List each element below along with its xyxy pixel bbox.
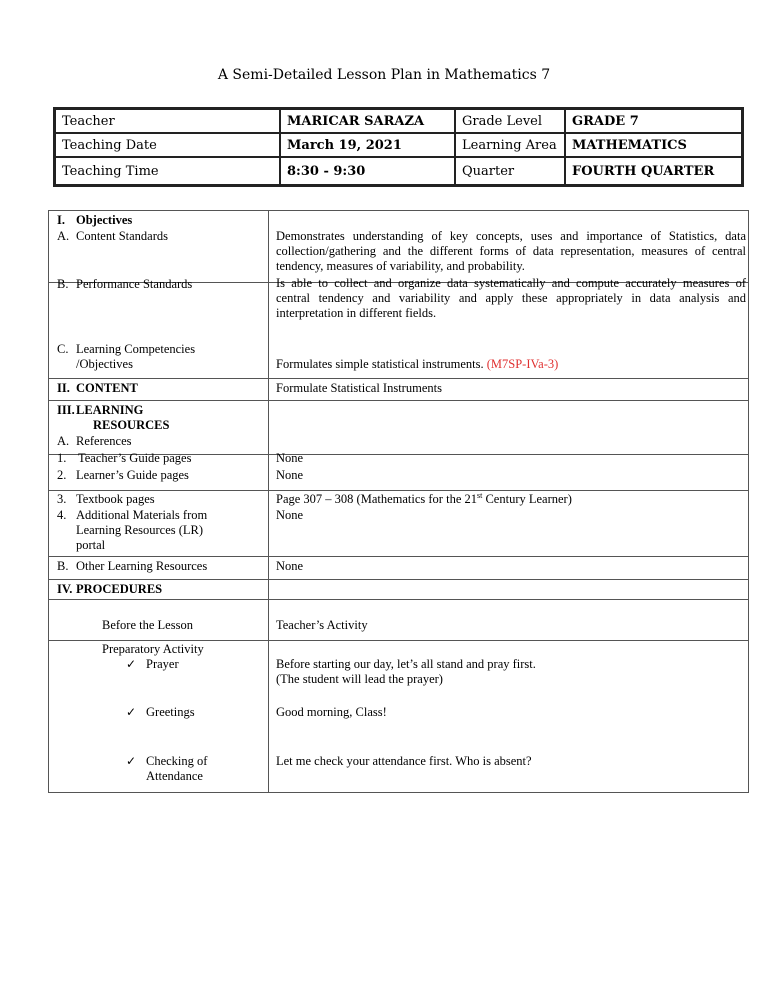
textbook-label: Textbook pages	[76, 492, 155, 506]
quarter-label: Quarter	[455, 157, 565, 186]
preparatory-label: Preparatory Activity	[102, 642, 204, 656]
learners-guide-num: 2.	[57, 468, 67, 482]
resources-heading-line2: RESOURCES	[93, 418, 170, 432]
info-row-date	[55, 133, 743, 157]
time-value: 8:30 - 9:30	[280, 157, 455, 186]
attendance-label-line1: Checking of	[146, 754, 208, 768]
date-value: March 19, 2021	[280, 133, 455, 157]
competencies-label-line2: /Objectives	[76, 357, 133, 371]
content-standards-text: Demonstrates understanding of key concepts, uses and importance of Statistics, data collection/gathering and the different forms of data representation, measures of central tendency, measures of variability, and probability.	[276, 229, 746, 273]
time-label: Teaching Time	[55, 157, 281, 186]
row-divider	[49, 490, 748, 491]
prayer-check-icon: ✓	[126, 657, 137, 671]
greetings-text: Good morning, Class!	[276, 705, 387, 719]
column-divider	[268, 211, 269, 792]
row-divider	[49, 556, 748, 557]
other-resources-value: None	[276, 559, 304, 573]
lesson-info-table	[53, 107, 744, 187]
grade-level-value: GRADE 7	[565, 109, 743, 134]
competencies-num: C.	[57, 342, 69, 356]
references-num: A.	[57, 434, 70, 448]
prayer-text-line2: (The student will lead the prayer)	[276, 672, 443, 686]
other-resources-label: Other Learning Resources	[76, 559, 208, 573]
date-label: Teaching Date	[55, 133, 281, 157]
attendance-label-line2: Attendance	[146, 769, 203, 783]
teachers-activity-label: Teacher’s Activity	[276, 618, 368, 632]
textbook-value-suffix: Century Learner)	[482, 492, 572, 506]
competencies-text-wrap	[276, 357, 746, 372]
row-divider	[49, 378, 748, 379]
before-lesson-label: Before the Lesson	[102, 618, 193, 632]
attendance-text: Let me check your attendance first. Who is absent?	[276, 754, 532, 768]
grade-level-label: Grade Level	[455, 109, 565, 134]
content-standards-num: A.	[57, 229, 70, 243]
performance-standards-label: Performance Standards	[76, 277, 193, 291]
teacher-label: Teacher	[55, 109, 281, 134]
competencies-label-line1: Learning Competencies	[76, 342, 196, 356]
textbook-value-sup: st	[477, 490, 483, 500]
teachers-guide-num: 1.	[57, 451, 67, 465]
resources-num: III.	[57, 403, 75, 417]
additional-num: 4.	[57, 508, 67, 522]
row-divider	[49, 579, 748, 580]
info-row-teacher	[55, 109, 743, 134]
row-divider	[49, 599, 748, 600]
performance-standards-text: Is able to collect and organize data systematically and compute accurately measures of central tendency and variability and apply these appropriately in data analysis and interpretation in different fields.	[276, 276, 746, 320]
quarter-value: FOURTH QUARTER	[565, 157, 743, 186]
greetings-label: Greetings	[146, 705, 195, 719]
document-title: A Semi-Detailed Lesson Plan in Mathematics 7	[217, 67, 551, 83]
additional-value: None	[276, 508, 304, 522]
textbook-value	[276, 492, 746, 507]
teachers-guide-label: Teacher’s Guide pages	[78, 451, 192, 465]
teacher-value: MARICAR SARAZA	[280, 109, 455, 134]
prayer-text-line1: Before starting our day, let’s all stand and pray first.	[276, 657, 536, 671]
competencies-text: Formulates simple statistical instruments.	[276, 357, 484, 371]
info-row-time	[55, 157, 743, 186]
additional-label-line3: portal	[76, 538, 106, 552]
resources-heading-line1: LEARNING	[76, 403, 144, 417]
additional-label-line1: Additional Materials from	[76, 508, 208, 522]
textbook-value-prefix: Page 307 – 308 (Mathematics for the 21	[276, 492, 477, 506]
textbook-num: 3.	[57, 492, 67, 506]
learning-area-label: Learning Area	[455, 133, 565, 157]
learning-area-value: MATHEMATICS	[565, 133, 743, 157]
additional-label-line2: Learning Resources (LR)	[76, 523, 204, 537]
learners-guide-value: None	[276, 468, 304, 482]
lesson-plan-table	[48, 210, 749, 793]
row-divider	[49, 640, 748, 641]
procedures-heading: PROCEDURES	[76, 582, 163, 596]
competency-code: (M7SP-IVa-3)	[486, 357, 559, 371]
learners-guide-label: Learner’s Guide pages	[76, 468, 189, 482]
teachers-guide-value: None	[276, 451, 304, 465]
content-heading: CONTENT	[76, 381, 138, 395]
objectives-num: I.	[57, 213, 65, 227]
objectives-heading: Objectives	[76, 213, 133, 227]
other-resources-num: B.	[57, 559, 69, 573]
content-standards-label: Content Standards	[76, 229, 169, 243]
references-label: References	[76, 434, 132, 448]
performance-standards-num: B.	[57, 277, 69, 291]
content-text: Formulate Statistical Instruments	[276, 381, 442, 395]
greetings-check-icon: ✓	[126, 705, 137, 719]
attendance-check-icon: ✓	[126, 754, 137, 768]
procedures-num: IV.	[57, 582, 73, 596]
prayer-label: Prayer	[146, 657, 179, 671]
row-divider	[49, 400, 748, 401]
content-num: II.	[57, 381, 70, 395]
